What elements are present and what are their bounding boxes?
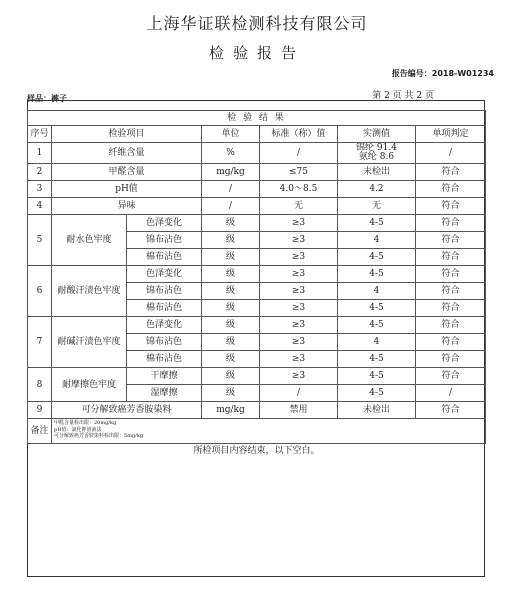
- row-unit: 级: [202, 351, 260, 368]
- group-name: 耐摩擦色牢度: [52, 368, 127, 402]
- row-standard: ≥3: [260, 215, 338, 232]
- row-standard: 无: [260, 198, 338, 215]
- sub-item: 湿摩擦: [127, 385, 202, 402]
- row-item: 异味: [52, 198, 202, 215]
- row-no: 7: [28, 317, 52, 368]
- fiber-value-2: 氨纶 8.6: [358, 152, 395, 162]
- row-standard: ≥3: [260, 351, 338, 368]
- remarks-label: 备注: [28, 419, 52, 444]
- row-unit: 级: [202, 249, 260, 266]
- row-measured: 4-5: [338, 351, 416, 368]
- row-judgement: 符合: [416, 283, 486, 300]
- row-unit: /: [202, 181, 260, 198]
- sub-item: 干摩擦: [127, 368, 202, 385]
- header-item: 检验项目: [52, 126, 202, 143]
- table-row: [28, 317, 486, 334]
- row-judgement: 符合: [416, 300, 486, 317]
- row-measured: 未检出: [338, 164, 416, 181]
- sub-item: 锦布沾色: [127, 232, 202, 249]
- sub-item: 锦布沾色: [127, 334, 202, 351]
- row-judgement: 符合: [416, 334, 486, 351]
- row-no: 6: [28, 266, 52, 317]
- row-unit: /: [202, 198, 260, 215]
- results-table: [27, 110, 486, 458]
- row-measured: 4-5: [338, 385, 416, 402]
- row-measured: 4-5: [338, 300, 416, 317]
- row-unit: 级: [202, 266, 260, 283]
- row-measured: 4: [338, 283, 416, 300]
- sub-item: 锦布沾色: [127, 283, 202, 300]
- row-judgement: 符合: [416, 317, 486, 334]
- table-row: [28, 143, 486, 164]
- row-unit: 级: [202, 317, 260, 334]
- row-judgement: 符合: [416, 164, 486, 181]
- row-standard: ≤75: [260, 164, 338, 181]
- table-row: [28, 266, 486, 283]
- table-row: [28, 181, 486, 198]
- row-standard: ≥3: [260, 283, 338, 300]
- row-judgement: 符合: [416, 266, 486, 283]
- row-no: 2: [28, 164, 52, 181]
- row-standard: 禁用: [260, 402, 338, 419]
- row-no: 9: [28, 402, 52, 419]
- row-judgement: 符合: [416, 402, 486, 419]
- row-standard: /: [260, 385, 338, 402]
- row-no: 3: [28, 181, 52, 198]
- group-name: 耐酸汗渍色牢度: [52, 266, 127, 317]
- row-unit: 级: [202, 215, 260, 232]
- row-judgement: /: [416, 385, 486, 402]
- row-unit: 级: [202, 283, 260, 300]
- sub-item: 棉布沾色: [127, 351, 202, 368]
- row-no: 4: [28, 198, 52, 215]
- row-unit: 级: [202, 300, 260, 317]
- row-measured: 4-5: [338, 215, 416, 232]
- company-name: 上海华证联检测科技有限公司: [146, 14, 368, 33]
- header-measured: 实测值: [338, 126, 416, 143]
- group-name: 耐碱汗渍色牢度: [52, 317, 127, 368]
- row-measured: 4: [338, 232, 416, 249]
- row-judgement: /: [416, 143, 486, 164]
- row-measured: 4-5: [338, 368, 416, 385]
- header-no: 序号: [28, 126, 52, 143]
- fiber-value-1: 锦纶 91.4: [356, 143, 397, 153]
- header-row: [28, 126, 486, 143]
- row-measured: 4-5: [338, 266, 416, 283]
- row-judgement: 符合: [416, 232, 486, 249]
- row-unit: %: [202, 143, 260, 164]
- row-item: pH值: [52, 181, 202, 198]
- row-unit: mg/kg: [202, 402, 260, 419]
- row-unit: 级: [202, 368, 260, 385]
- row-item: 可分解致癌芳香胺染料: [52, 402, 202, 419]
- row-standard: ≥3: [260, 249, 338, 266]
- row-no: 1: [28, 143, 52, 164]
- row-standard: 4.0～8.5: [260, 181, 338, 198]
- row-standard: /: [260, 143, 338, 164]
- header-judgement: 单项判定: [416, 126, 486, 143]
- row-judgement: 符合: [416, 198, 486, 215]
- row-measured: 4-5: [338, 249, 416, 266]
- row-judgement: 符合: [416, 215, 486, 232]
- row-judgement: 符合: [416, 249, 486, 266]
- row-judgement: 符合: [416, 368, 486, 385]
- row-item: 甲醛含量: [52, 164, 202, 181]
- row-measured: 4.2: [338, 181, 416, 198]
- row-standard: ≥3: [260, 266, 338, 283]
- row-unit: 级: [202, 232, 260, 249]
- row-standard: ≥3: [260, 317, 338, 334]
- end-row: [28, 444, 486, 459]
- table-title: 检 验 结 果: [28, 111, 486, 126]
- table-row: [28, 164, 486, 181]
- row-measured: 未检出: [338, 402, 416, 419]
- table-title-row: [28, 111, 486, 126]
- sub-item: 色泽变化: [127, 215, 202, 232]
- row-measured: 4: [338, 334, 416, 351]
- row-standard: ≥3: [260, 368, 338, 385]
- row-judgement: 符合: [416, 181, 486, 198]
- sub-item: 棉布沾色: [127, 300, 202, 317]
- remark-line: pH值：氯化钾溶液法: [54, 426, 102, 433]
- row-no: 8: [28, 368, 52, 402]
- sample-name: 样品：裤子: [27, 94, 67, 103]
- end-note: 所检项目内容结束，以下空白。: [193, 446, 320, 456]
- remark-line: 甲醛含量检出限：20mg/kg: [54, 420, 117, 426]
- row-standard: ≥3: [260, 334, 338, 351]
- remarks-notes: [52, 419, 486, 444]
- row-no: 5: [28, 215, 52, 266]
- row-judgement: 符合: [416, 351, 486, 368]
- table-row: [28, 402, 486, 419]
- group-name: 耐水色牢度: [52, 215, 127, 266]
- row-standard: ≥3: [260, 232, 338, 249]
- row-item: 纤维含量: [52, 143, 202, 164]
- row-unit: 级: [202, 334, 260, 351]
- report-title: 检验报告: [208, 44, 305, 62]
- header-standard: 标准（称）值: [260, 126, 338, 143]
- row-unit: mg/kg: [202, 164, 260, 181]
- table-row: [28, 368, 486, 385]
- remarks-row: [28, 419, 486, 444]
- row-measured: [338, 143, 416, 164]
- sub-item: 色泽变化: [127, 266, 202, 283]
- row-measured: 4-5: [338, 317, 416, 334]
- sub-item: 色泽变化: [127, 317, 202, 334]
- table-row: [28, 198, 486, 215]
- table-row: [28, 215, 486, 232]
- header-unit: 单位: [202, 126, 260, 143]
- report-number: 报告编号：2018-W01234: [391, 69, 494, 78]
- sub-item: 棉布沾色: [127, 249, 202, 266]
- row-unit: 级: [202, 385, 260, 402]
- remark-line: 可分解致癌芳香胺染料检出限：5mg/kg: [54, 433, 144, 439]
- page-info: 第 2 页 共 2 页: [372, 91, 434, 101]
- row-measured: 无: [338, 198, 416, 215]
- row-standard: ≥3: [260, 300, 338, 317]
